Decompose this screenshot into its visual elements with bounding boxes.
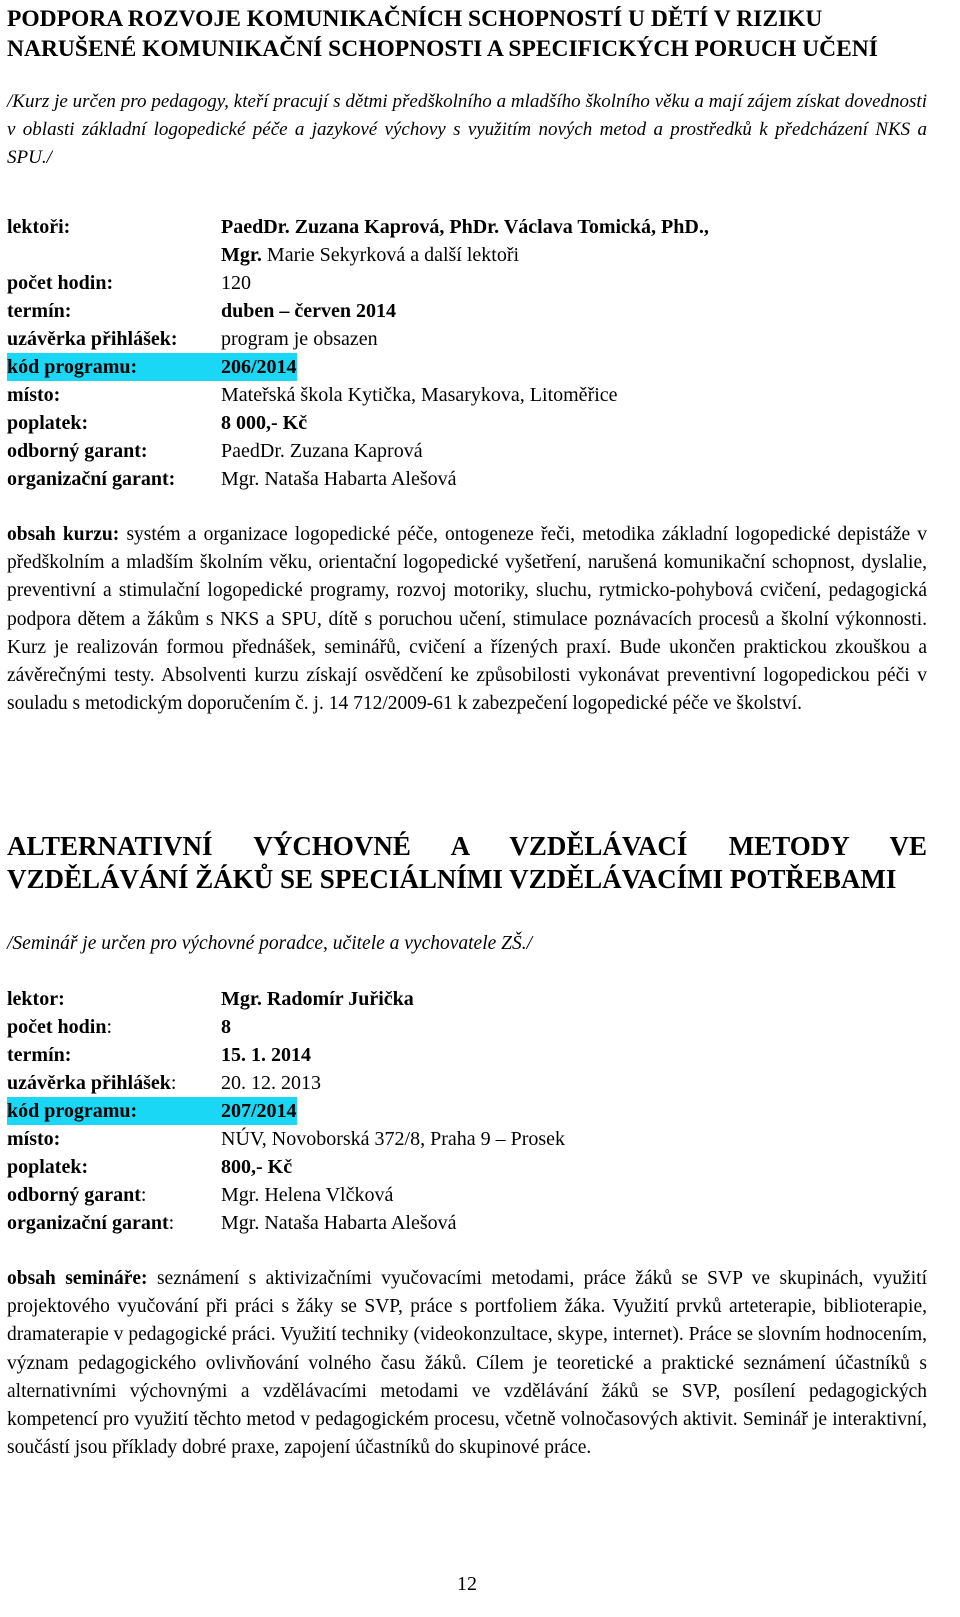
code-value: 207/2014 [221, 1097, 297, 1125]
hours-label: počet hodin [7, 1016, 107, 1038]
term-value: 15. 1. 2014 [221, 1044, 311, 1066]
term-label: termín: [7, 300, 72, 322]
code-value: 206/2014 [221, 353, 297, 381]
org-value: Mgr. Nataša Habarta Alešová [221, 468, 457, 490]
org-colon: : [168, 1212, 175, 1234]
content-lead: obsah semináře: [7, 1268, 148, 1289]
content-text: seznámení s aktivizačními vyučovacími metodami, práce žáků se SVP ve skupinách, využití projektového vyučování při práci s žáky se SVP, práce s portfoliem žáka. Využití prvků arteterapie, biblioterapie, dramaterapie v pedagogické práci. Využití techniky (videokonzultace, skype, internet). Práce se slovním hodnocením, význam pedagogického ovlivňování volného času žáků. Cílem je teoretické a praktické seznámení účastníků s alternativními výchovnými a vzdělávacími metodami ve vzdělávání žáků se SVP, posílení pedagogických kompetencí pro využití těchto metod v pedagogickém procesu, včetně volnočasových aktivit. Seminář je interaktivní, součástí jsou příklady dobré praxe, zapojení účastníků do skupinové práce. [7, 1268, 928, 1459]
course2-title: ALTERNATIVNÍ VÝCHOVNÉ A VZDĚLÁVACÍ METODY VE VZDĚLÁVÁNÍ ŽÁKŮ SE SPECIÁLNÍMI VZDĚLÁVACÍMI POTŘEBAMI [7, 831, 927, 894]
course2-content [7, 1265, 927, 1462]
lecturer-value: Mgr. Radomír Juřička [221, 988, 414, 1010]
deadline-label: uzávěrka přihlášek [7, 1072, 171, 1094]
org-label: organizační garant: [7, 468, 176, 490]
term-label: termín: [7, 1044, 72, 1066]
fee-value: 800,- Kč [221, 1156, 293, 1178]
deadline-value: 20. 12. 2013 [221, 1072, 321, 1094]
place-value: Mateřská škola Kytička, Masarykova, Litoměřice [221, 384, 618, 406]
hours-label: počet hodin: [7, 272, 114, 294]
expert-value: PaedDr. Zuzana Kaprová [221, 440, 423, 462]
expert-label: odborný garant [7, 1184, 141, 1206]
place-label: místo: [7, 1128, 61, 1150]
place-label: místo: [7, 384, 61, 406]
hours-colon: : [106, 1016, 113, 1038]
hours-value: 8 [221, 1016, 231, 1038]
deadline-colon: : [170, 1072, 177, 1094]
lecturers-title: Mgr. [221, 244, 262, 266]
term-value: duben – červen 2014 [221, 300, 396, 322]
course1-subtitle: /Kurz je určen pro pedagogy, kteří pracují s dětmi předškolního a mladšího školního věku a mají zájem získat dovednosti v oblasti základní logopedické péče a jazykové výchovy s využitím nových metod a prostředků k předcházení NKS a SPU./ [7, 91, 927, 168]
org-value: Mgr. Nataša Habarta Alešová [221, 1212, 457, 1234]
content-lead: obsah kurzu: [7, 524, 120, 545]
fee-value: 8 000,- Kč [221, 412, 308, 434]
course1-title: PODPORA ROZVOJE KOMUNIKAČNÍCH SCHOPNOSTÍ U DĚTÍ V RIZIKU NARUŠENÉ KOMUNIKAČNÍ SCHOPNOSTI A SPECIFICKÝCH PORUCH UČENÍ [7, 6, 878, 62]
deadline-label: uzávěrka přihlášek: [7, 328, 178, 350]
expert-value: Mgr. Helena Vlčková [221, 1184, 394, 1206]
fee-label: poplatek: [7, 412, 89, 434]
lecturers-rest: Marie Sekyrková a další lektoři [261, 244, 520, 266]
course1-content [7, 521, 927, 718]
code-label: kód programu: [7, 1097, 221, 1125]
lecturers-label: lektoři: [7, 216, 71, 238]
expert-label: odborný garant: [7, 440, 148, 462]
code-label: kód programu: [7, 353, 221, 381]
lecturers-value: PaedDr. Zuzana Kaprová, PhDr. Václava Tomická, PhD., [221, 216, 709, 238]
fee-label: poplatek: [7, 1156, 89, 1178]
hours-value: 120 [221, 272, 251, 294]
content-text: systém a organizace logopedické péče, ontogeneze řeči, metodika základní logopedické depistáže v předškolním a mladším školním věku, orientační logopedické vyšetření, narušená komunikační schopnost, dyslalie, preventivní a stimulační logopedické programy, rozvoj motoriky, sluchu, rytmicko-pohybová cvičení, pedagogická podpora dětem a žákům s NKS a SPU, dítě s poruchou učení, stimulace poznávacích procesů a školní výkonnosti. Kurz je realizován formou přednášek, seminářů, cvičení a řízených praxí. Bude ukončen praktickou zkouškou a závěrečnými testy. Absolventi kurzu získají osvědčení ke způsobilosti vykonávat preventivní logopedickou péči v souladu s metodickým doporučením č. j. 14 712/2009-61 k zabezpečení logopedické péče ve školství. [7, 524, 928, 715]
org-label: organizační garant [7, 1212, 169, 1234]
place-value: NÚV, Novoborská 372/8, Praha 9 – Prosek [221, 1128, 566, 1150]
page-number: 12 [457, 1573, 477, 1595]
deadline-value: program je obsazen [221, 328, 378, 350]
lecturer-label: lektor: [7, 988, 65, 1010]
course2-subtitle: /Seminář je určen pro výchovné poradce, učitele a vychovatele ZŠ./ [7, 933, 533, 954]
expert-colon: : [140, 1184, 147, 1206]
